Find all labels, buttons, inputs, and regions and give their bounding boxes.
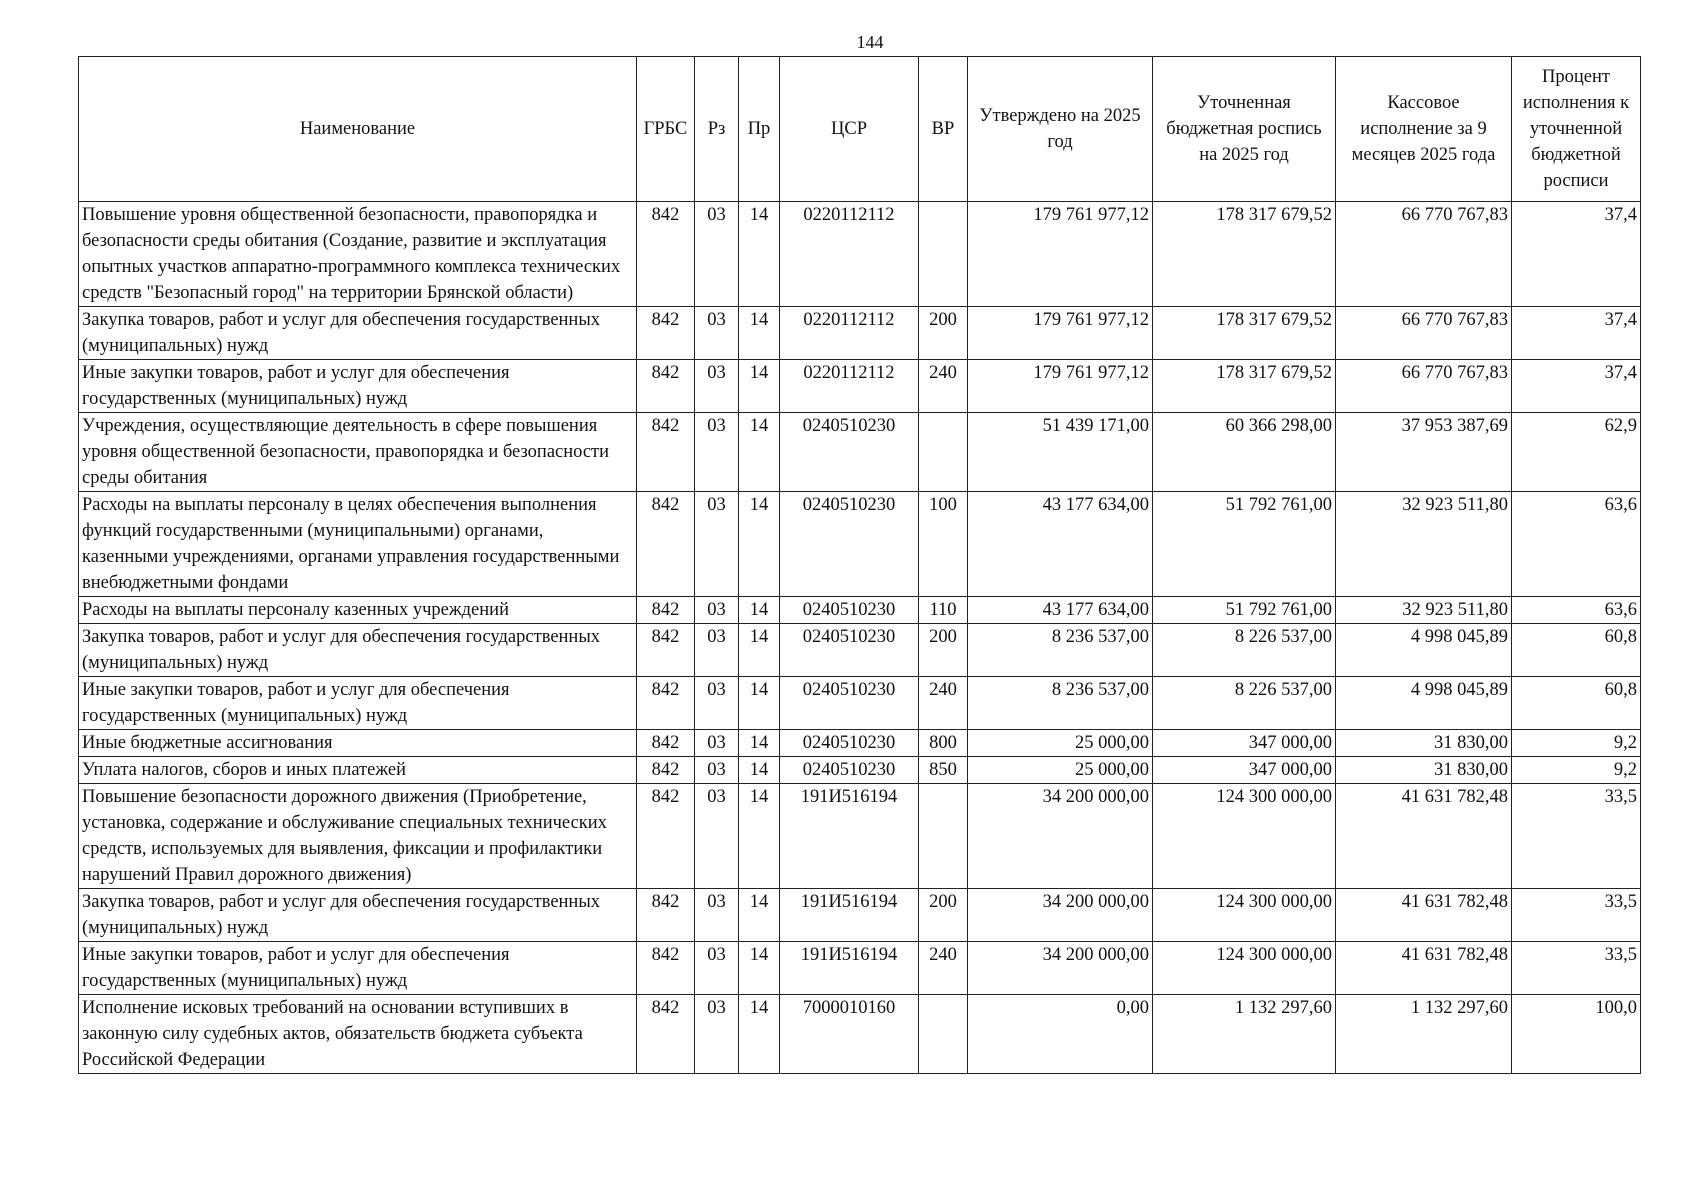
page-number: 144: [856, 32, 884, 52]
row-percent: 37,4: [1512, 307, 1641, 360]
row-csr: 0240510230: [780, 624, 919, 677]
row-name: Повышение уровня общественной безопасности, правопорядка и безопасности среды обитания (Создание, развитие и эксплуатация опытных участков аппаратно-программного комплекса технических средств "Безопасный город" на территории Брянской области): [79, 202, 637, 307]
row-refined: 178 317 679,52: [1153, 360, 1336, 413]
table-row: [79, 492, 1641, 597]
row-percent: 9,2: [1512, 730, 1641, 757]
row-refined: 124 300 000,00: [1153, 942, 1336, 995]
row-name: Закупка товаров, работ и услуг для обеспечения государственных (муниципальных) нужд: [79, 307, 637, 360]
row-refined: 124 300 000,00: [1153, 889, 1336, 942]
row-pr: 14: [739, 597, 780, 624]
row-approved: 43 177 634,00: [968, 492, 1153, 597]
row-pr: 14: [739, 730, 780, 757]
row-percent: 62,9: [1512, 413, 1641, 492]
row-grbs: 842: [637, 597, 695, 624]
table-row: [79, 730, 1641, 757]
row-vr: [919, 784, 968, 889]
row-vr: 240: [919, 677, 968, 730]
row-name: Закупка товаров, работ и услуг для обеспечения государственных (муниципальных) нужд: [79, 889, 637, 942]
header-pr: Пр: [739, 57, 780, 202]
row-refined: 8 226 537,00: [1153, 624, 1336, 677]
row-approved: 34 200 000,00: [968, 784, 1153, 889]
row-csr: 0240510230: [780, 730, 919, 757]
row-cash: 41 631 782,48: [1336, 889, 1512, 942]
row-rz: 03: [695, 995, 739, 1074]
row-vr: 240: [919, 942, 968, 995]
row-vr: 240: [919, 360, 968, 413]
row-cash: 37 953 387,69: [1336, 413, 1512, 492]
row-name: Уплата налогов, сборов и иных платежей: [79, 757, 637, 784]
budget-table: [78, 56, 1641, 1074]
row-grbs: 842: [637, 307, 695, 360]
header-refined: Уточненная бюджетная роспись на 2025 год: [1153, 57, 1336, 202]
row-rz: 03: [695, 730, 739, 757]
row-grbs: 842: [637, 757, 695, 784]
row-vr: [919, 995, 968, 1074]
row-percent: 37,4: [1512, 202, 1641, 307]
row-percent: 9,2: [1512, 757, 1641, 784]
row-refined: 60 366 298,00: [1153, 413, 1336, 492]
row-grbs: 842: [637, 730, 695, 757]
row-cash: 4 998 045,89: [1336, 624, 1512, 677]
row-approved: 34 200 000,00: [968, 942, 1153, 995]
row-pr: 14: [739, 757, 780, 784]
row-pr: 14: [739, 492, 780, 597]
row-csr: 0240510230: [780, 413, 919, 492]
row-cash: 66 770 767,83: [1336, 202, 1512, 307]
row-grbs: 842: [637, 784, 695, 889]
row-name: Повышение безопасности дорожного движения (Приобретение, установка, содержание и обслуживание специальных технических средств, используемых для выявления, фиксации и профилактики нарушений Правил дорожного движения): [79, 784, 637, 889]
header-csr: ЦСР: [780, 57, 919, 202]
row-percent: 37,4: [1512, 360, 1641, 413]
table-row: [79, 784, 1641, 889]
header-approved: Утверждено на 2025 год: [968, 57, 1153, 202]
row-csr: 7000010160: [780, 995, 919, 1074]
row-grbs: 842: [637, 492, 695, 597]
table-row: [79, 413, 1641, 492]
row-refined: 51 792 761,00: [1153, 492, 1336, 597]
row-cash: 4 998 045,89: [1336, 677, 1512, 730]
row-name: Иные закупки товаров, работ и услуг для обеспечения государственных (муниципальных) нужд: [79, 360, 637, 413]
header-grbs: ГРБС: [637, 57, 695, 202]
row-rz: 03: [695, 942, 739, 995]
row-rz: 03: [695, 597, 739, 624]
row-approved: 179 761 977,12: [968, 360, 1153, 413]
row-grbs: 842: [637, 677, 695, 730]
row-rz: 03: [695, 889, 739, 942]
row-pr: 14: [739, 307, 780, 360]
row-pr: 14: [739, 360, 780, 413]
row-vr: 200: [919, 889, 968, 942]
header-name: Наименование: [79, 57, 637, 202]
row-approved: 179 761 977,12: [968, 307, 1153, 360]
row-refined: 51 792 761,00: [1153, 597, 1336, 624]
row-grbs: 842: [637, 942, 695, 995]
row-pr: 14: [739, 413, 780, 492]
table-row: [79, 597, 1641, 624]
row-csr: 0240510230: [780, 492, 919, 597]
row-vr: 200: [919, 307, 968, 360]
row-percent: 63,6: [1512, 597, 1641, 624]
row-approved: 25 000,00: [968, 757, 1153, 784]
row-cash: 66 770 767,83: [1336, 307, 1512, 360]
row-rz: 03: [695, 360, 739, 413]
row-cash: 31 830,00: [1336, 757, 1512, 784]
row-vr: 200: [919, 624, 968, 677]
table-row: [79, 889, 1641, 942]
row-name: Иные бюджетные ассигнования: [79, 730, 637, 757]
row-name: Расходы на выплаты персоналу казенных учреждений: [79, 597, 637, 624]
row-grbs: 842: [637, 360, 695, 413]
row-rz: 03: [695, 677, 739, 730]
table-row: [79, 677, 1641, 730]
row-vr: 800: [919, 730, 968, 757]
row-csr: 0240510230: [780, 597, 919, 624]
row-rz: 03: [695, 307, 739, 360]
row-csr: 191И516194: [780, 889, 919, 942]
row-csr: 0220112112: [780, 202, 919, 307]
row-pr: 14: [739, 784, 780, 889]
header-percent: Процент исполнения к уточненной бюджетной росписи: [1512, 57, 1641, 202]
row-refined: 178 317 679,52: [1153, 307, 1336, 360]
table-row: [79, 202, 1641, 307]
row-cash: 32 923 511,80: [1336, 492, 1512, 597]
row-refined: 347 000,00: [1153, 730, 1336, 757]
header-cash: Кассовое исполнение за 9 месяцев 2025 года: [1336, 57, 1512, 202]
row-vr: [919, 202, 968, 307]
row-approved: 8 236 537,00: [968, 624, 1153, 677]
row-vr: [919, 413, 968, 492]
row-rz: 03: [695, 757, 739, 784]
table-row: [79, 360, 1641, 413]
row-percent: 63,6: [1512, 492, 1641, 597]
row-cash: 32 923 511,80: [1336, 597, 1512, 624]
row-name: Закупка товаров, работ и услуг для обеспечения государственных (муниципальных) нужд: [79, 624, 637, 677]
row-percent: 33,5: [1512, 784, 1641, 889]
row-pr: 14: [739, 942, 780, 995]
row-percent: 60,8: [1512, 677, 1641, 730]
row-name: Иные закупки товаров, работ и услуг для обеспечения государственных (муниципальных) нужд: [79, 677, 637, 730]
row-approved: 34 200 000,00: [968, 889, 1153, 942]
row-cash: 66 770 767,83: [1336, 360, 1512, 413]
row-vr: 850: [919, 757, 968, 784]
row-name: Расходы на выплаты персоналу в целях обеспечения выполнения функций государственными (муниципальными) органами, казенными учреждениями, органами управления государственными внебюджетными фондами: [79, 492, 637, 597]
row-vr: 110: [919, 597, 968, 624]
row-pr: 14: [739, 624, 780, 677]
row-rz: 03: [695, 624, 739, 677]
row-percent: 33,5: [1512, 942, 1641, 995]
row-csr: 0220112112: [780, 360, 919, 413]
row-pr: 14: [739, 202, 780, 307]
row-rz: 03: [695, 492, 739, 597]
row-percent: 60,8: [1512, 624, 1641, 677]
row-cash: 41 631 782,48: [1336, 784, 1512, 889]
row-grbs: 842: [637, 624, 695, 677]
row-grbs: 842: [637, 995, 695, 1074]
row-approved: 8 236 537,00: [968, 677, 1153, 730]
row-csr: 0240510230: [780, 677, 919, 730]
header-vr: ВР: [919, 57, 968, 202]
row-pr: 14: [739, 889, 780, 942]
row-approved: 0,00: [968, 995, 1153, 1074]
row-csr: 0220112112: [780, 307, 919, 360]
table-row: [79, 942, 1641, 995]
table-body: [79, 202, 1641, 1074]
row-refined: 8 226 537,00: [1153, 677, 1336, 730]
row-vr: 100: [919, 492, 968, 597]
row-name: Иные закупки товаров, работ и услуг для обеспечения государственных (муниципальных) нужд: [79, 942, 637, 995]
header-row: [79, 57, 1641, 202]
table-row: [79, 757, 1641, 784]
row-rz: 03: [695, 413, 739, 492]
row-approved: 25 000,00: [968, 730, 1153, 757]
row-percent: 100,0: [1512, 995, 1641, 1074]
row-refined: 178 317 679,52: [1153, 202, 1336, 307]
row-grbs: 842: [637, 413, 695, 492]
row-approved: 51 439 171,00: [968, 413, 1153, 492]
row-cash: 1 132 297,60: [1336, 995, 1512, 1074]
row-pr: 14: [739, 677, 780, 730]
table-row: [79, 995, 1641, 1074]
row-approved: 179 761 977,12: [968, 202, 1153, 307]
row-csr: 191И516194: [780, 942, 919, 995]
row-grbs: 842: [637, 889, 695, 942]
row-pr: 14: [739, 995, 780, 1074]
row-rz: 03: [695, 202, 739, 307]
row-refined: 1 132 297,60: [1153, 995, 1336, 1074]
table-row: [79, 307, 1641, 360]
row-rz: 03: [695, 784, 739, 889]
header-rz: Рз: [695, 57, 739, 202]
row-grbs: 842: [637, 202, 695, 307]
row-name: Исполнение исковых требований на основании вступивших в законную силу судебных актов, обязательств бюджета субъекта Российской Федерации: [79, 995, 637, 1074]
row-refined: 124 300 000,00: [1153, 784, 1336, 889]
table-row: [79, 624, 1641, 677]
row-name: Учреждения, осуществляющие деятельность в сфере повышения уровня общественной безопасности, правопорядка и безопасности среды обитания: [79, 413, 637, 492]
row-csr: 191И516194: [780, 784, 919, 889]
row-cash: 31 830,00: [1336, 730, 1512, 757]
row-refined: 347 000,00: [1153, 757, 1336, 784]
row-approved: 43 177 634,00: [968, 597, 1153, 624]
row-percent: 33,5: [1512, 889, 1641, 942]
row-cash: 41 631 782,48: [1336, 942, 1512, 995]
row-csr: 0240510230: [780, 757, 919, 784]
